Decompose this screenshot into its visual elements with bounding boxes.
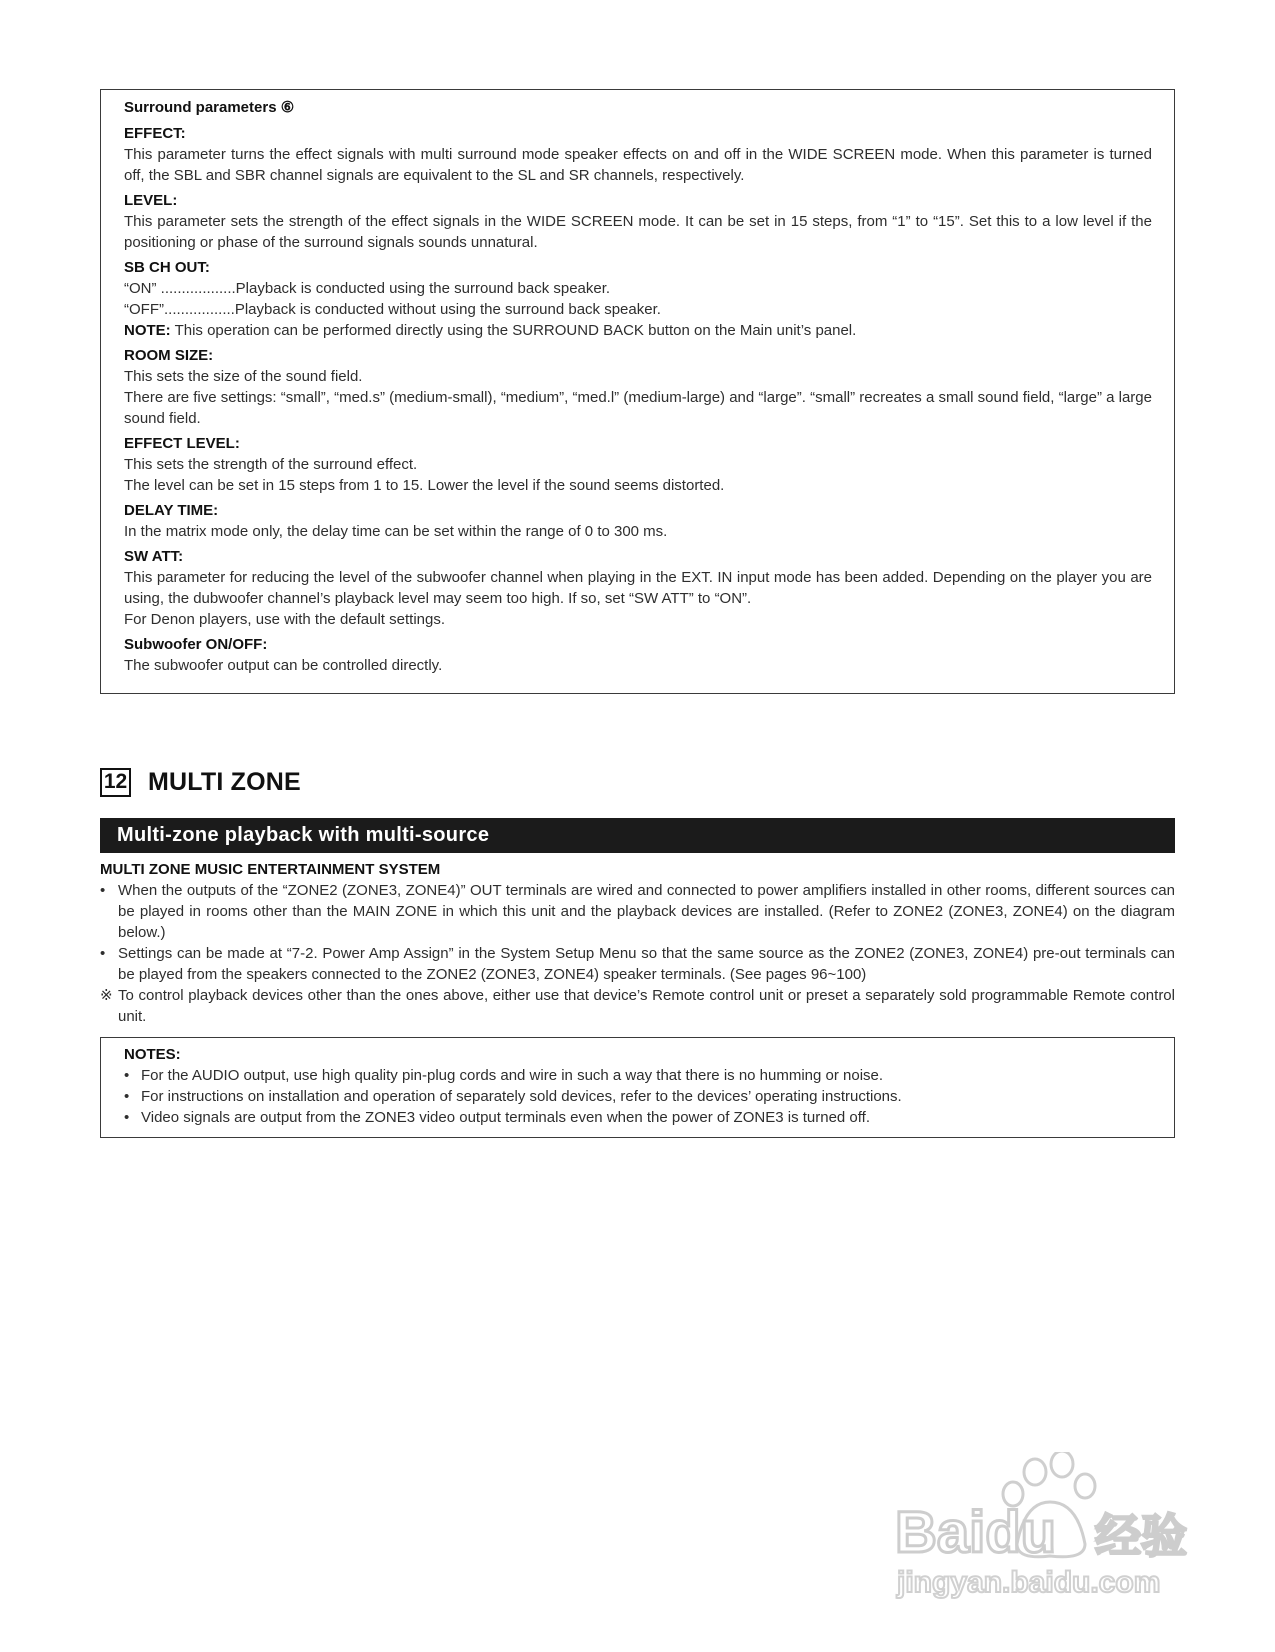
notes-box <box>100 1037 1175 1138</box>
level-heading: LEVEL: <box>124 192 178 209</box>
watermark-url-text: jingyan.baidu.com <box>897 1566 1161 1599</box>
paw-toe-1 <box>1024 1459 1046 1485</box>
bullet-text-2: Settings can be made at “7-2. Power Amp Assign” in the System Setup Menu so that the same source as the ZONE2 (ZONE3, ZONE4) pre-out terminals can be played from the speakers connected to the ZONE2 (ZONE3, ZONE4) speaker terminals. (See pages 96~100) <box>118 945 1175 983</box>
sw-att-heading: SW ATT: <box>124 548 184 565</box>
section-header <box>100 766 301 798</box>
notes-title: NOTES: <box>124 1046 181 1063</box>
bullet-mark: • <box>124 1067 130 1084</box>
list-item <box>100 880 1175 943</box>
sb-ch-out-off-option: “OFF”.................Playback is conducted without using the surround back speaker. <box>124 301 661 318</box>
effect-text: This parameter turns the effect signals with multi surround mode speaker effects on and off in the WIDE SCREEN mode. When this parameter is turned off, the SBL and SBR channel signals are equivalent to the SL and SR channels, respectively. <box>124 146 1152 184</box>
list-item <box>100 943 1175 985</box>
bullet-mark: • <box>124 1109 130 1126</box>
sw-att-text-2: For Denon players, use with the default settings. <box>124 611 446 628</box>
room-size-heading: ROOM SIZE: <box>124 347 214 364</box>
sw-att-text-1: This parameter for reducing the level of the subwoofer channel when playing in the EXT. IN input mode has been added. Depending on the player you are using, the dubwoofer channel’s playback level may seem too high. If so, set “SW ATT” to “ON”. <box>124 569 1152 607</box>
multi-zone-content <box>100 860 1175 1027</box>
room-size-text-1: This sets the size of the sound field. <box>124 368 363 385</box>
sb-ch-out-heading: SB CH OUT: <box>124 259 210 276</box>
surround-parameters-box <box>100 89 1175 694</box>
room-size-text-2: There are five settings: “small”, “med.s” (medium-small), “medium”, “med.l” (medium-large) and “large”. “small” recreates a small sound field, “large” a large sound field. <box>124 389 1152 427</box>
watermark-cn-text: 经验 <box>1095 1509 1187 1563</box>
notes-item-1: For the AUDIO output, use high quality pin-plug cords and wire in such a way that there is no humming or noise. <box>141 1067 884 1084</box>
note-text: This operation can be performed directly using the SURROUND BACK button on the Main unit’s panel. <box>170 322 857 339</box>
bullet-mark: • <box>124 1088 130 1105</box>
reference-note-text: To control playback devices other than the ones above, either use that device’s Remote control unit or preset a separately sold programmable Remote control unit. <box>118 987 1175 1025</box>
subsection-banner: Multi-zone playback with multi-source <box>100 818 1175 853</box>
bullet-mark: • <box>100 945 106 962</box>
sb-ch-out-on-option: “ON” ..................Playback is conducted using the surround back speaker. <box>124 280 611 297</box>
reference-mark: ※ <box>100 987 113 1004</box>
surround-parameters-title: Surround parameters ⑥ <box>124 99 295 116</box>
watermark-brand-text: Baidu <box>895 1500 1057 1565</box>
note-label: NOTE: <box>124 322 171 339</box>
paw-toe-2 <box>1051 1452 1073 1477</box>
effect-level-text-2: The level can be set in 15 steps from 1 to 15. Lower the level if the sound seems distorted. <box>124 477 725 494</box>
effect-level-text-1: This sets the strength of the surround effect. <box>124 456 418 473</box>
section-title: MULTI ZONE <box>148 767 301 796</box>
sb-ch-out-note <box>124 320 1152 341</box>
effect-level-heading: EFFECT LEVEL: <box>124 435 240 452</box>
notes-item-3: Video signals are output from the ZONE3 video output terminals even when the power of ZONE3 is turned off. <box>141 1109 871 1126</box>
list-item <box>124 1065 1152 1086</box>
subwoofer-text: The subwoofer output can be controlled directly. <box>124 657 443 674</box>
list-item <box>124 1107 1152 1128</box>
bullet-text-1: When the outputs of the “ZONE2 (ZONE3, ZONE4)” OUT terminals are wired and connected to power amplifiers installed in other rooms, different sources can be played in rooms other than the MAIN ZONE in which this unit and the playback devices are installed. (Refer to ZONE2 (ZONE3, ZONE4) on the diagram below.) <box>118 882 1175 941</box>
effect-heading: EFFECT: <box>124 125 186 142</box>
notes-item-2: For instructions on installation and operation of separately sold devices, refer to the devices’ operating instructions. <box>141 1088 902 1105</box>
list-item <box>100 985 1175 1027</box>
subwoofer-heading: Subwoofer ON/OFF: <box>124 636 268 653</box>
baidu-watermark-logo <box>895 1452 1205 1602</box>
delay-time-text: In the matrix mode only, the delay time can be set within the range of 0 to 300 ms. <box>124 523 668 540</box>
level-text: This parameter sets the strength of the effect signals in the WIDE SCREEN mode. It can be set in 15 steps, from “1” to “15”. Set this to a low level if the positioning or phase of the surround signals sounds unnatural. <box>124 213 1152 251</box>
list-item <box>124 1086 1152 1107</box>
section-number: 12 <box>100 768 131 797</box>
paw-toe-4 <box>1075 1474 1095 1498</box>
multi-zone-heading: MULTI ZONE MUSIC ENTERTAINMENT SYSTEM <box>100 861 441 878</box>
bullet-mark: • <box>100 882 106 899</box>
delay-time-heading: DELAY TIME: <box>124 502 219 519</box>
